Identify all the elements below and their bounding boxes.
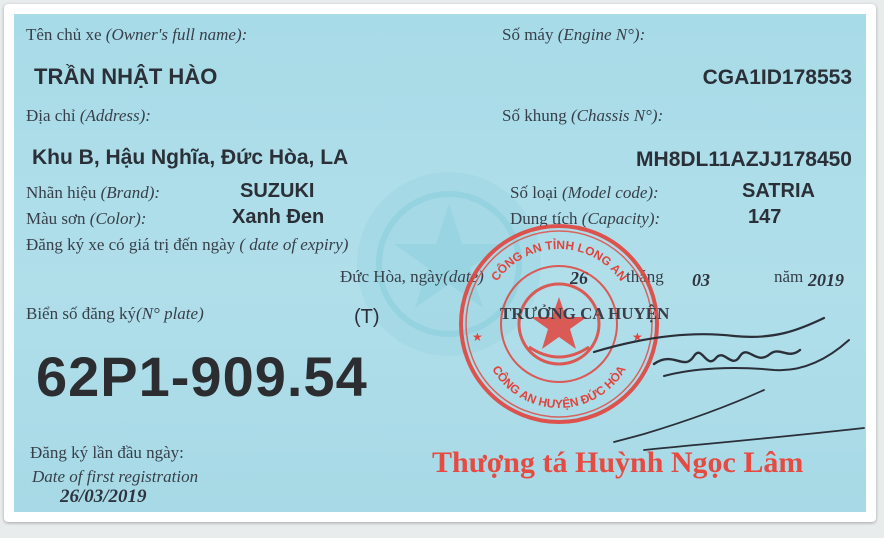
- issue-month-label: tháng: [626, 267, 664, 286]
- issue-place: Đức Hòa, ngày(date): [340, 267, 484, 286]
- stamp-top-text: CÔNG AN TỈNH LONG AN: [488, 237, 630, 284]
- stamp-star-left-icon: ★: [472, 330, 483, 344]
- issue-year: 2019: [808, 270, 844, 290]
- chassis-number: MH8DL11AZJJ178450: [636, 148, 852, 171]
- color-value: Xanh Đen: [232, 206, 325, 228]
- issue-day: 26: [570, 268, 588, 288]
- owner-label: Tên chủ xe (Owner's full name):: [26, 25, 248, 44]
- registration-card: [4, 4, 876, 522]
- model-value: SATRIA: [742, 180, 815, 202]
- brand-label: Nhãn hiệu (Brand):: [26, 183, 161, 202]
- plate-label: Biển số đăng ký(N° plate): [26, 304, 204, 323]
- first-registration-label: Đăng ký lần đầu ngày:: [30, 443, 184, 462]
- chassis-label: Số khung (Chassis N°):: [502, 106, 664, 125]
- officer-name: Thượng tá Huỳnh Ngọc Lâm: [432, 446, 804, 479]
- engine-label: Số máy (Engine N°):: [502, 25, 646, 44]
- plate-mark: (T): [354, 306, 380, 328]
- owner-name: TRẦN NHẬT HÀO: [34, 64, 218, 89]
- engine-number: CGA1ID178553: [702, 66, 852, 89]
- capacity-value: 147: [748, 206, 782, 228]
- first-registration-date: 26/03/2019: [60, 486, 147, 507]
- capacity-label: Dung tích (Capacity):: [510, 209, 661, 228]
- stamp-bottom-text: CÔNG AN HUYỆN ĐỨC HÒA: [489, 363, 629, 411]
- authority-title: TRƯỞNG CA HUYỆN: [500, 304, 670, 323]
- address-value: Khu B, Hậu Nghĩa, Đức Hòa, LA: [32, 146, 349, 169]
- color-label: Màu sơn (Color):: [26, 209, 147, 228]
- first-registration-label-en: Date of first registration: [32, 467, 199, 486]
- issue-year-label: năm: [774, 267, 804, 286]
- plate-number: 62P1-909.54: [36, 345, 368, 408]
- issue-month: 03: [692, 270, 710, 290]
- brand-value: SUZUKI: [240, 180, 315, 202]
- expiry-label: Đăng ký xe có giá trị đến ngày ( date of expiry): [26, 235, 349, 254]
- address-label: Địa chỉ (Address):: [26, 106, 151, 125]
- model-label: Số loại (Model code):: [510, 183, 659, 202]
- officer-signature: [574, 310, 866, 460]
- card-background: [14, 14, 866, 512]
- stamp-star-right-icon: ★: [632, 330, 643, 344]
